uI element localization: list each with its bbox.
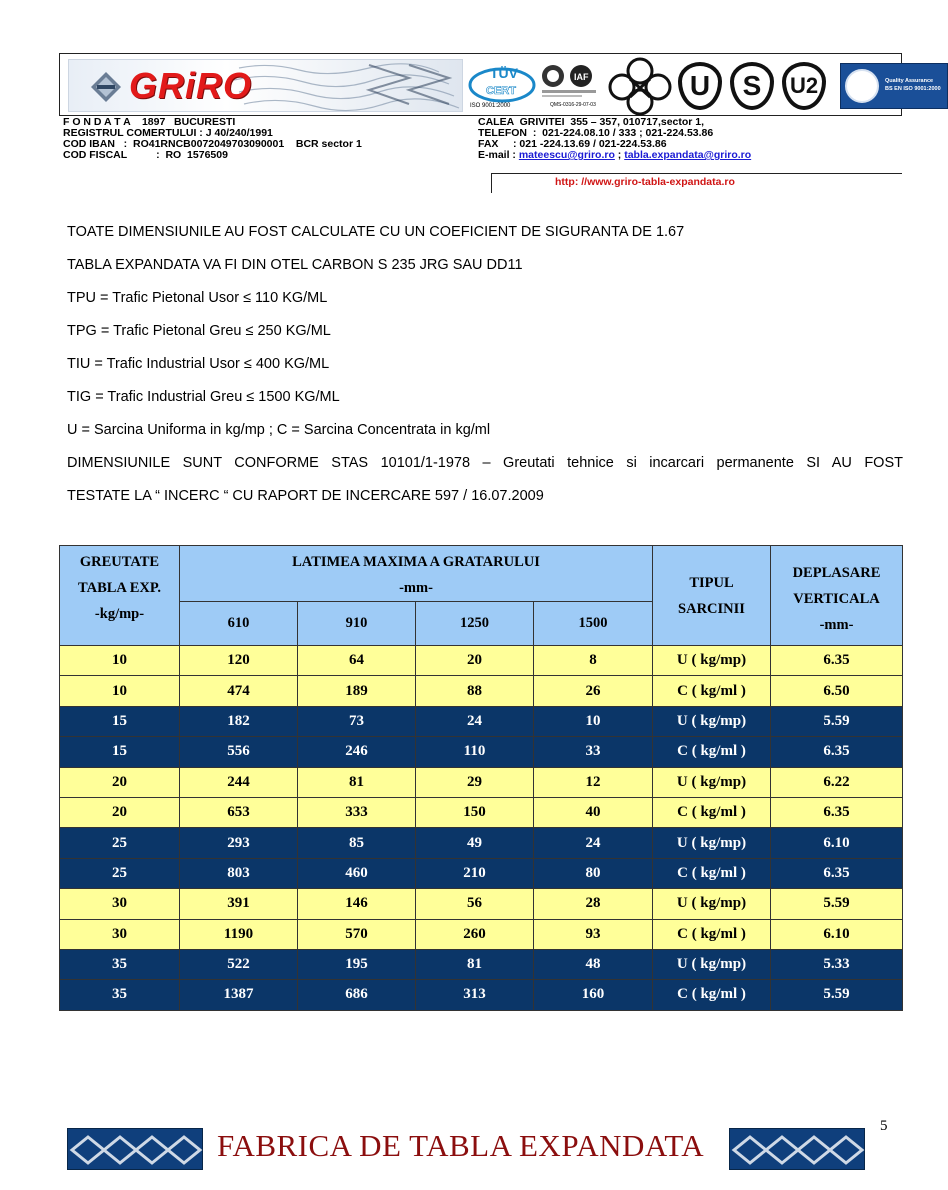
cell-1250: 313 bbox=[416, 980, 534, 1010]
note-material: TABLA EXPANDATA VA FI DIN OTEL CARBON S 235 JRG SAU DD11 bbox=[67, 257, 523, 273]
cell-1250: 81 bbox=[416, 949, 534, 979]
cell-deflection: 6.35 bbox=[771, 646, 903, 676]
cell-load-type: U ( kg/mp) bbox=[653, 706, 771, 736]
cell-load-type: C ( kg/ml ) bbox=[653, 980, 771, 1010]
quality-assurance-logo bbox=[840, 63, 948, 109]
cell-910: 686 bbox=[298, 980, 416, 1010]
cell-910: 85 bbox=[298, 828, 416, 858]
cell-610: 182 bbox=[180, 706, 298, 736]
registry-line: REGISTRUL COMERTULUI : J 40/240/1991 bbox=[63, 127, 273, 139]
cell-610: 1387 bbox=[180, 980, 298, 1010]
cell-weight: 20 bbox=[60, 797, 180, 827]
cell-1250: 88 bbox=[416, 676, 534, 706]
cert-code: QMS-0316-29-07-03 bbox=[550, 102, 596, 108]
cell-1250: 150 bbox=[416, 797, 534, 827]
cell-weight: 10 bbox=[60, 676, 180, 706]
cell-weight: 15 bbox=[60, 706, 180, 736]
note-tiu: TIU = Trafic Industrial Usor ≤ 400 KG/ML bbox=[67, 356, 330, 372]
griro-logo-text: GRiRO bbox=[129, 65, 253, 106]
fax-line: FAX : 021 -224.13.69 / 021-224.53.86 bbox=[478, 138, 667, 150]
cell-1500: 12 bbox=[534, 767, 653, 797]
table-row bbox=[60, 737, 903, 767]
cell-weight: 35 bbox=[60, 980, 180, 1010]
badge-u: U bbox=[678, 62, 722, 110]
table-row bbox=[60, 858, 903, 888]
cell-1250: 56 bbox=[416, 889, 534, 919]
table-row bbox=[60, 706, 903, 736]
header-max-width bbox=[180, 546, 653, 602]
cell-deflection: 6.35 bbox=[771, 858, 903, 888]
bsi-globe-icon bbox=[845, 69, 879, 103]
expanded-mesh-icon bbox=[730, 1129, 866, 1171]
cell-weight: 10 bbox=[60, 646, 180, 676]
cell-load-type: U ( kg/mp) bbox=[653, 949, 771, 979]
cell-deflection: 6.10 bbox=[771, 919, 903, 949]
table-row bbox=[60, 767, 903, 797]
table-row bbox=[60, 919, 903, 949]
tuv-iso-caption: ISO 9001:2000 bbox=[470, 103, 511, 109]
email-prefix: E-mail : bbox=[478, 149, 519, 161]
email-line bbox=[478, 150, 751, 161]
cell-load-type: U ( kg/mp) bbox=[653, 767, 771, 797]
cell-load-type: C ( kg/ml ) bbox=[653, 858, 771, 888]
page-number: 5 bbox=[880, 1118, 888, 1134]
badge-u2: U2 bbox=[782, 62, 826, 110]
cell-910: 81 bbox=[298, 767, 416, 797]
cell-610: 244 bbox=[180, 767, 298, 797]
note-load-types: U = Sarcina Uniforma in kg/mp ; C = Sarcina Concentrata in kg/ml bbox=[67, 422, 491, 438]
expanded-mesh-icon bbox=[68, 1129, 204, 1171]
header-load-type-l1: TIPUL bbox=[689, 574, 734, 591]
letterhead-frame bbox=[59, 53, 941, 116]
cell-1500: 8 bbox=[534, 646, 653, 676]
cell-1250: 260 bbox=[416, 919, 534, 949]
tuv-cert-label: CERT bbox=[486, 85, 516, 97]
footer-mesh-left bbox=[67, 1128, 203, 1170]
load-table bbox=[59, 545, 903, 1011]
header-weight-l2: TABLA EXP. bbox=[78, 580, 161, 596]
cell-910: 64 bbox=[298, 646, 416, 676]
email-link-tabla[interactable]: tabla.expandata@griro.ro bbox=[624, 149, 752, 161]
badge-s: S bbox=[730, 62, 774, 110]
cell-1250: 24 bbox=[416, 706, 534, 736]
footer-mesh-right bbox=[729, 1128, 865, 1170]
cell-deflection: 5.33 bbox=[771, 949, 903, 979]
cell-1500: 33 bbox=[534, 737, 653, 767]
cell-910: 73 bbox=[298, 706, 416, 736]
qa-standard: BS EN ISO 9001:2000 bbox=[885, 86, 941, 92]
cell-910: 246 bbox=[298, 737, 416, 767]
header-max-width-l2: -mm- bbox=[399, 580, 433, 596]
cell-1500: 48 bbox=[534, 949, 653, 979]
cell-load-type: U ( kg/mp) bbox=[653, 889, 771, 919]
fiscal-code-line: COD FISCAL : RO 1576509 bbox=[63, 149, 228, 161]
cell-weight: 30 bbox=[60, 889, 180, 919]
cell-1500: 80 bbox=[534, 858, 653, 888]
iban-line: COD IBAN : RO41RNCB0072049703090001 BCR sector 1 bbox=[63, 138, 362, 150]
header-deflection-l1: DEPLASARE bbox=[792, 564, 881, 581]
cell-610: 522 bbox=[180, 949, 298, 979]
cell-1250: 20 bbox=[416, 646, 534, 676]
cell-weight: 25 bbox=[60, 858, 180, 888]
header-load-type-l2: SARCINII bbox=[678, 600, 745, 617]
cell-1500: 40 bbox=[534, 797, 653, 827]
header-width-1500: 1500 bbox=[534, 602, 653, 646]
cell-1250: 29 bbox=[416, 767, 534, 797]
note-tig: TIG = Trafic Industrial Greu ≤ 1500 KG/ML bbox=[67, 389, 340, 405]
cell-1250: 210 bbox=[416, 858, 534, 888]
cell-deflection: 6.50 bbox=[771, 676, 903, 706]
cell-1250: 49 bbox=[416, 828, 534, 858]
header-max-width-l1: LATIMEA MAXIMA A GRATARULUI bbox=[292, 554, 540, 570]
note-stas-1: DIMENSIUNILE SUNT CONFORME STAS 10101/1-1978 – Greutati tehnice si incarcari permanente SI AU FOST bbox=[67, 455, 903, 471]
note-tpg: TPG = Trafic Pietonal Greu ≤ 250 KG/ML bbox=[67, 323, 331, 339]
cell-610: 293 bbox=[180, 828, 298, 858]
cell-load-type: C ( kg/ml ) bbox=[653, 919, 771, 949]
cell-deflection: 5.59 bbox=[771, 889, 903, 919]
cell-1500: 10 bbox=[534, 706, 653, 736]
email-separator: ; bbox=[614, 149, 625, 161]
cell-deflection: 6.10 bbox=[771, 828, 903, 858]
cell-deflection: 5.59 bbox=[771, 706, 903, 736]
cell-610: 1190 bbox=[180, 919, 298, 949]
cell-910: 570 bbox=[298, 919, 416, 949]
iaf-label: IAF bbox=[574, 72, 589, 82]
table-row bbox=[60, 980, 903, 1010]
company-info-left bbox=[63, 117, 362, 161]
cell-weight: 30 bbox=[60, 919, 180, 949]
cell-610: 653 bbox=[180, 797, 298, 827]
cell-910: 146 bbox=[298, 889, 416, 919]
header-deflection-l3: -mm- bbox=[819, 616, 854, 633]
cell-load-type: C ( kg/ml ) bbox=[653, 797, 771, 827]
phone-line: TELEFON : 021-224.08.10 / 333 ; 021-224.53.86 bbox=[478, 127, 714, 139]
tuv-label: TÜV bbox=[490, 65, 518, 81]
table-row bbox=[60, 646, 903, 676]
cell-1500: 26 bbox=[534, 676, 653, 706]
company-info-right bbox=[478, 117, 751, 161]
cell-1500: 93 bbox=[534, 919, 653, 949]
header-width-910: 910 bbox=[298, 602, 416, 646]
diamond-arrows-icon bbox=[91, 72, 121, 102]
cell-1250: 110 bbox=[416, 737, 534, 767]
cell-deflection: 6.35 bbox=[771, 737, 903, 767]
cell-910: 195 bbox=[298, 949, 416, 979]
founded-line: F O N D A T A 1897 BUCURESTI bbox=[63, 116, 236, 128]
cell-load-type: C ( kg/ml ) bbox=[653, 676, 771, 706]
notes-block bbox=[67, 216, 903, 513]
table-row bbox=[60, 949, 903, 979]
cell-910: 460 bbox=[298, 858, 416, 888]
address-line: CALEA GRIVITEI 355 – 357, 010717,sector 1, bbox=[478, 116, 705, 128]
cell-910: 333 bbox=[298, 797, 416, 827]
cell-weight: 20 bbox=[60, 767, 180, 797]
cell-deflection: 6.35 bbox=[771, 797, 903, 827]
qa-title: Quality Assurance bbox=[885, 78, 934, 84]
header-weight-l1: GREUTATE bbox=[79, 554, 160, 570]
cell-load-type: U ( kg/mp) bbox=[653, 828, 771, 858]
cell-load-type: U ( kg/mp) bbox=[653, 646, 771, 676]
cell-610: 803 bbox=[180, 858, 298, 888]
header-deflection bbox=[771, 546, 903, 646]
footer-title: FABRICA DE TABLA EXPANDATA bbox=[217, 1128, 705, 1163]
table-row bbox=[60, 828, 903, 858]
header-load-type bbox=[653, 546, 771, 646]
header-width-610: 610 bbox=[180, 602, 298, 646]
header-weight-l3: -kg/mp- bbox=[94, 606, 145, 622]
cell-910: 189 bbox=[298, 676, 416, 706]
note-tpu: TPU = Trafic Pietonal Usor ≤ 110 KG/ML bbox=[67, 290, 328, 306]
cell-1500: 160 bbox=[534, 980, 653, 1010]
cell-weight: 35 bbox=[60, 949, 180, 979]
cell-load-type: C ( kg/ml ) bbox=[653, 737, 771, 767]
website-link[interactable]: http: //www.griro-tabla-expandata.ro bbox=[555, 176, 735, 188]
cell-610: 391 bbox=[180, 889, 298, 919]
cell-1500: 28 bbox=[534, 889, 653, 919]
note-stas-2: TESTATE LA “ INCERC “ CU RAPORT DE INCERCARE 597 / 16.07.2009 bbox=[67, 488, 544, 504]
table-row bbox=[60, 797, 903, 827]
cell-weight: 15 bbox=[60, 737, 180, 767]
note-safety-factor: TOATE DIMENSIUNILE AU FOST CALCULATE CU UN COEFICIENT DE SIGURANTA DE 1.67 bbox=[67, 224, 685, 240]
cell-1500: 24 bbox=[534, 828, 653, 858]
cell-weight: 25 bbox=[60, 828, 180, 858]
cell-610: 474 bbox=[180, 676, 298, 706]
griro-logo-band bbox=[68, 59, 463, 112]
cell-610: 556 bbox=[180, 737, 298, 767]
table-row bbox=[60, 676, 903, 706]
cell-deflection: 6.22 bbox=[771, 767, 903, 797]
cell-deflection: 5.59 bbox=[771, 980, 903, 1010]
header-weight bbox=[60, 546, 180, 646]
header-width-1250: 1250 bbox=[416, 602, 534, 646]
header-deflection-l2: VERTICALA bbox=[793, 590, 880, 607]
cell-610: 120 bbox=[180, 646, 298, 676]
seal-emblem-icon bbox=[608, 57, 672, 115]
email-link-mateescu[interactable]: mateescu@griro.ro bbox=[518, 149, 615, 161]
table-row bbox=[60, 889, 903, 919]
